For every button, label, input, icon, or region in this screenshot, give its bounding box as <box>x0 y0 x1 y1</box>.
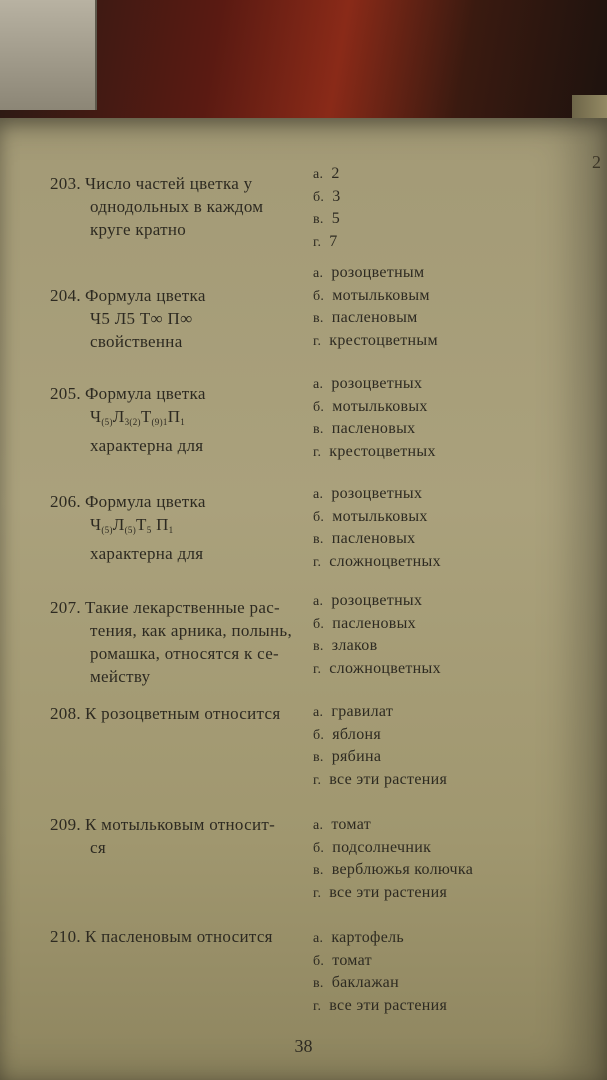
question-number: 204. <box>50 286 81 305</box>
question-line: Ч5 Л5 Т∞ П∞ <box>90 309 193 328</box>
answer-option: в. злаков <box>313 637 378 654</box>
answer-option: г. все эти растения <box>313 996 448 1014</box>
question-line: тения, как арника, полынь, <box>90 621 293 640</box>
answers-210 <box>313 927 447 1017</box>
question-number: 207. <box>50 598 81 617</box>
answer-option: в. баклажан <box>313 974 399 991</box>
answer-option: б. мотыльковых <box>313 507 428 525</box>
question-line: характерна для <box>90 544 204 563</box>
answer-option: а. томат <box>313 816 371 833</box>
question-line: Формула цветка <box>84 384 206 403</box>
answer-option: г. 7 <box>313 232 338 250</box>
answer-option: б. мотыльковых <box>313 397 428 415</box>
question-number: 210. <box>50 927 81 946</box>
question-line: Число частей цветка у <box>84 174 253 193</box>
answer-option: в. рябина <box>313 748 382 765</box>
question-line: характерна для <box>90 436 204 455</box>
question-line: К розоцветным относится <box>84 704 281 723</box>
answer-option: г. все эти растения <box>313 883 448 901</box>
answer-option: б. 3 <box>313 187 341 205</box>
answers-207 <box>313 590 441 680</box>
question-203 <box>50 172 305 241</box>
question-line: мейству <box>90 667 151 686</box>
question-line: К пасленовым относится <box>84 927 273 946</box>
answer-option: в. пасленовых <box>313 420 416 437</box>
question-208 <box>50 702 305 725</box>
answer-option: в. пасленовых <box>313 530 416 547</box>
answer-option: а. 2 <box>313 165 340 182</box>
question-207 <box>50 596 305 688</box>
flower-formula: $Ч_{(5)}Л_{(5)}Т_5$ $П_1$ <box>90 515 174 535</box>
next-page-corner-mark: 2 <box>592 152 601 172</box>
answer-option: г. сложноцветных <box>313 552 441 570</box>
answer-option: б. яблоня <box>313 725 382 743</box>
background-card-stack <box>0 0 97 110</box>
answer-option: а. картофель <box>313 929 404 946</box>
question-number: 203. <box>50 174 81 193</box>
answer-option: г. сложноцветных <box>313 659 441 677</box>
question-line: круге кратно <box>90 220 187 239</box>
question-209 <box>50 813 305 859</box>
answers-204 <box>313 262 438 352</box>
question-number: 205. <box>50 384 81 403</box>
page-number: 38 <box>294 1036 313 1056</box>
answer-option: а. розоцветным <box>313 264 425 281</box>
answer-option: в. пасленовым <box>313 309 418 326</box>
answer-option: г. крестоцветным <box>313 331 438 349</box>
question-number: 209. <box>50 815 81 834</box>
answer-option: б. подсолнечник <box>313 838 432 856</box>
question-line: Такие лекарственные рас- <box>84 598 280 617</box>
answer-option: б. мотыльковым <box>313 286 430 304</box>
answer-option: б. пасленовых <box>313 614 416 632</box>
answers-203 <box>313 163 341 253</box>
question-line: однодольных в каждом <box>90 197 264 216</box>
question-number: 208. <box>50 704 81 723</box>
answers-206 <box>313 483 441 573</box>
answer-option: б. томат <box>313 951 372 969</box>
question-line: К мотыльковым относит- <box>84 815 276 834</box>
question-line: свойственна <box>90 332 183 351</box>
answer-option: а. розоцветных <box>313 375 423 392</box>
answer-option: г. все эти растения <box>313 770 448 788</box>
question-line: Формула цветка <box>84 286 206 305</box>
question-210 <box>50 925 305 948</box>
answer-option: г. крестоцветных <box>313 442 436 460</box>
answers-208 <box>313 701 447 791</box>
answer-option: в. верблюжья колючка <box>313 861 474 878</box>
question-line: ромашка, относятся к се- <box>90 644 280 663</box>
answer-option: в. 5 <box>313 210 341 227</box>
answer-option: а. розоцветных <box>313 485 423 502</box>
question-number: 206. <box>50 492 81 511</box>
answer-option: а. гравилат <box>313 703 394 720</box>
flower-formula: $Ч_{(5)}Л_{3(2)}Т_{(9)1}П_1$ <box>90 407 186 427</box>
question-206 <box>50 490 305 565</box>
question-line: Формула цветка <box>84 492 206 511</box>
answers-205 <box>313 373 436 463</box>
question-204 <box>50 284 305 353</box>
question-line: ся <box>90 838 106 857</box>
answers-209 <box>313 814 473 904</box>
question-205 <box>50 382 305 457</box>
answer-option: а. розоцветных <box>313 592 423 609</box>
